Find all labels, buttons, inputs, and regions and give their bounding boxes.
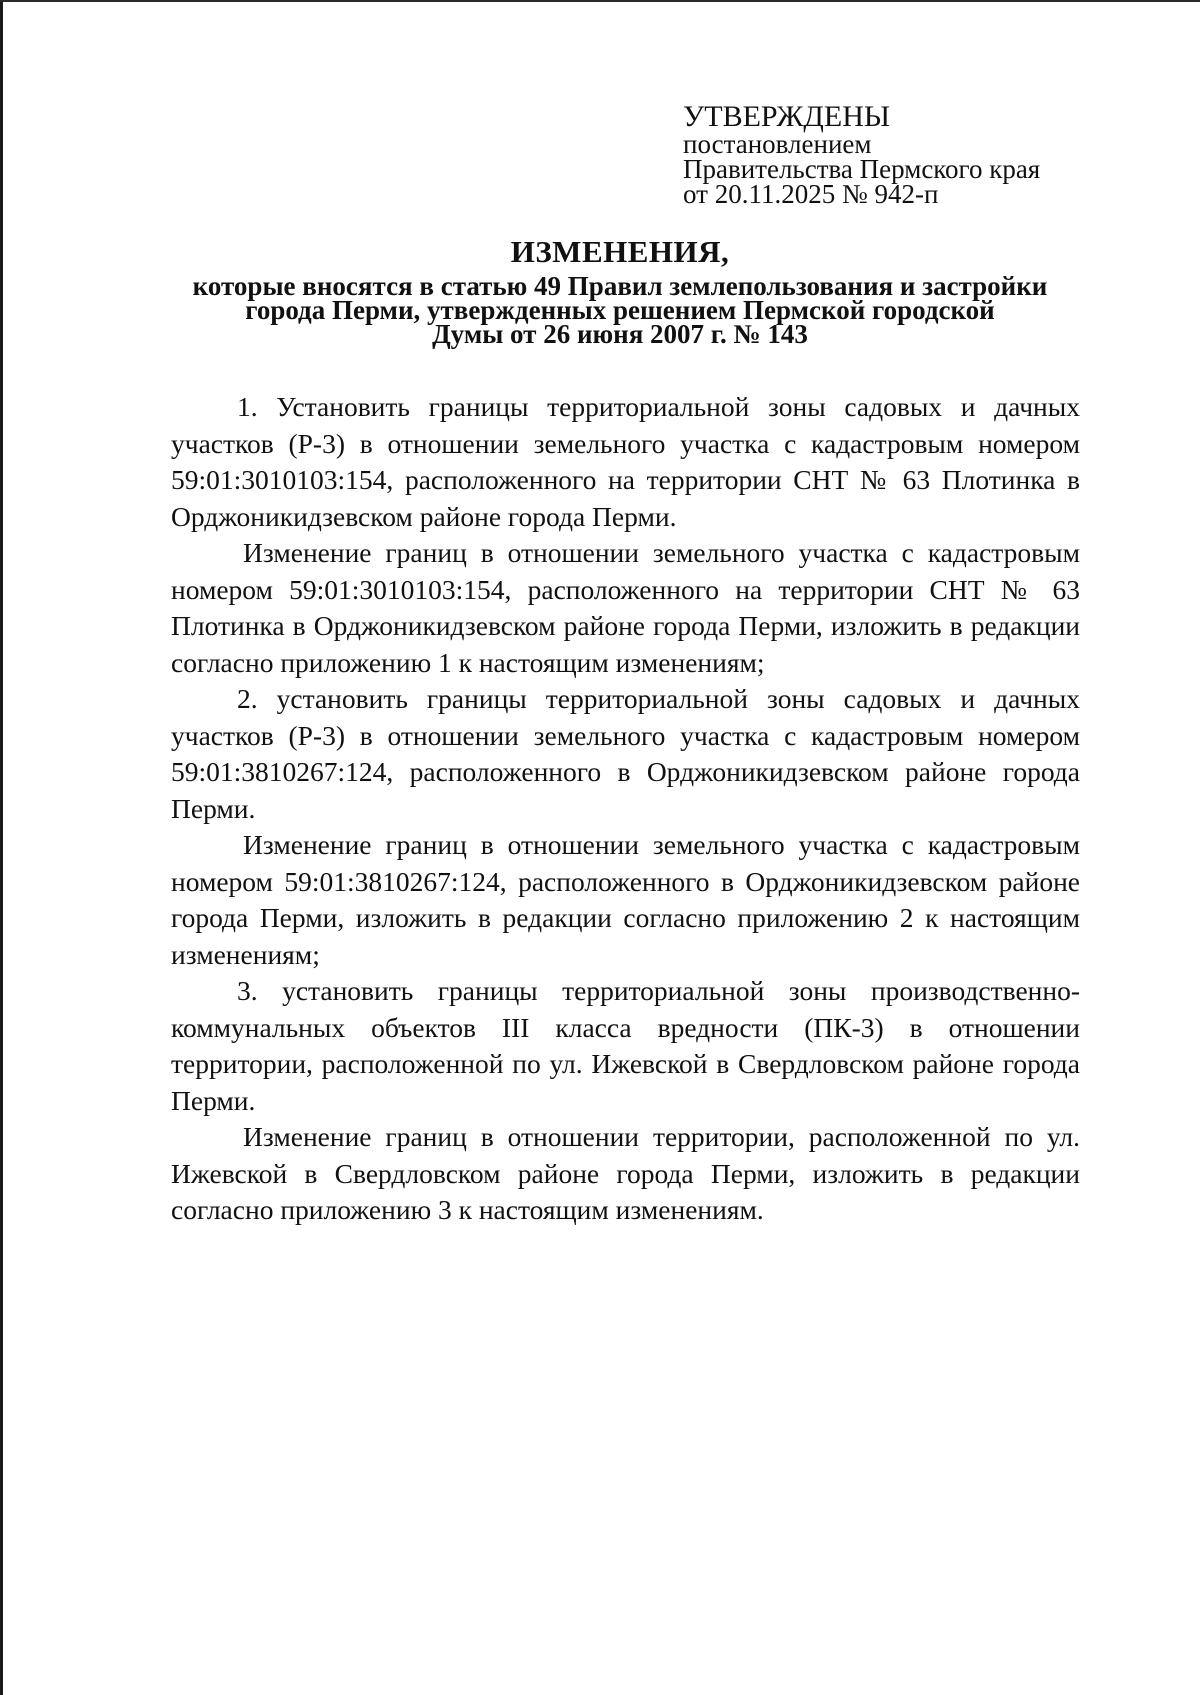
approval-stamp-block [683,102,1143,207]
scan-top-edge [0,0,1200,2]
paragraph-item-2: 2. установить границы территориальной зоны садовых и дачных участков (Р-3) в отношении земельного участка с кадастровым номером 59:01:3810267:124, расположенного в Орджоникидзевском районе города Перми. [171,683,1080,824]
paragraph-change-3: Изменение границ в отношении территории, расположенной по ул. Ижевской в Свердловском районе города Перми, изложить в редакции согласно приложению 3 к настоящим изменениям. [171,1121,1080,1225]
document-body [171,389,1080,1229]
paragraph-change-1: Изменение границ в отношении земельного участка с кадастровым номером 59:01:3010103:154, расположенного на территории СНТ № 63 Плотинка в Орджоникидзевском районе города Перми, изложить в редакции согласно приложению 1 к настоящим изменениям; [171,537,1080,678]
scan-left-edge [0,0,3,1695]
paragraph-item-3: 3. установить границы территориальной зоны производственно-коммунальных объектов III класса вредности (ПК-3) в отношении территории, расположенной по ул. Ижевской в Свердловском районе города Перми. [171,975,1080,1116]
subtitle-line-2: города Перми, утвержденных решением Пермской городской [245,295,995,325]
paragraph-change-2: Изменение границ в отношении земельного участка с кадастровым номером 59:01:3810267:124, расположенного в Орджоникидзевском районе города Перми, изложить в редакции согласно приложению 2 к настоящим изменениям; [171,829,1080,970]
approval-line-2: Правительства Пермского края [683,154,1041,184]
approval-title: УТВЕРЖДЕНЫ [683,100,891,133]
document-title: ИЗМЕНЕНИЯ, [510,234,730,269]
approval-line-3: от 20.11.2025 № 942-п [683,179,939,209]
document-subtitle [160,271,1080,349]
subtitle-line-3: Думы от 26 июня 2007 г. № 143 [432,319,808,349]
subtitle-line-1: которые вносятся в статью 49 Правил землепользования и застройки [192,271,1048,301]
approval-line-1: постановлением [683,129,872,159]
paragraph-item-1: 1. Установить границы территориальной зоны садовых и дачных участков (Р-3) в отношении земельного участка с кадастровым номером 59:01:3010103:154, расположенного на территории СНТ № 63 Плотинка в Орджоникидзевском районе города Перми. [171,391,1080,532]
